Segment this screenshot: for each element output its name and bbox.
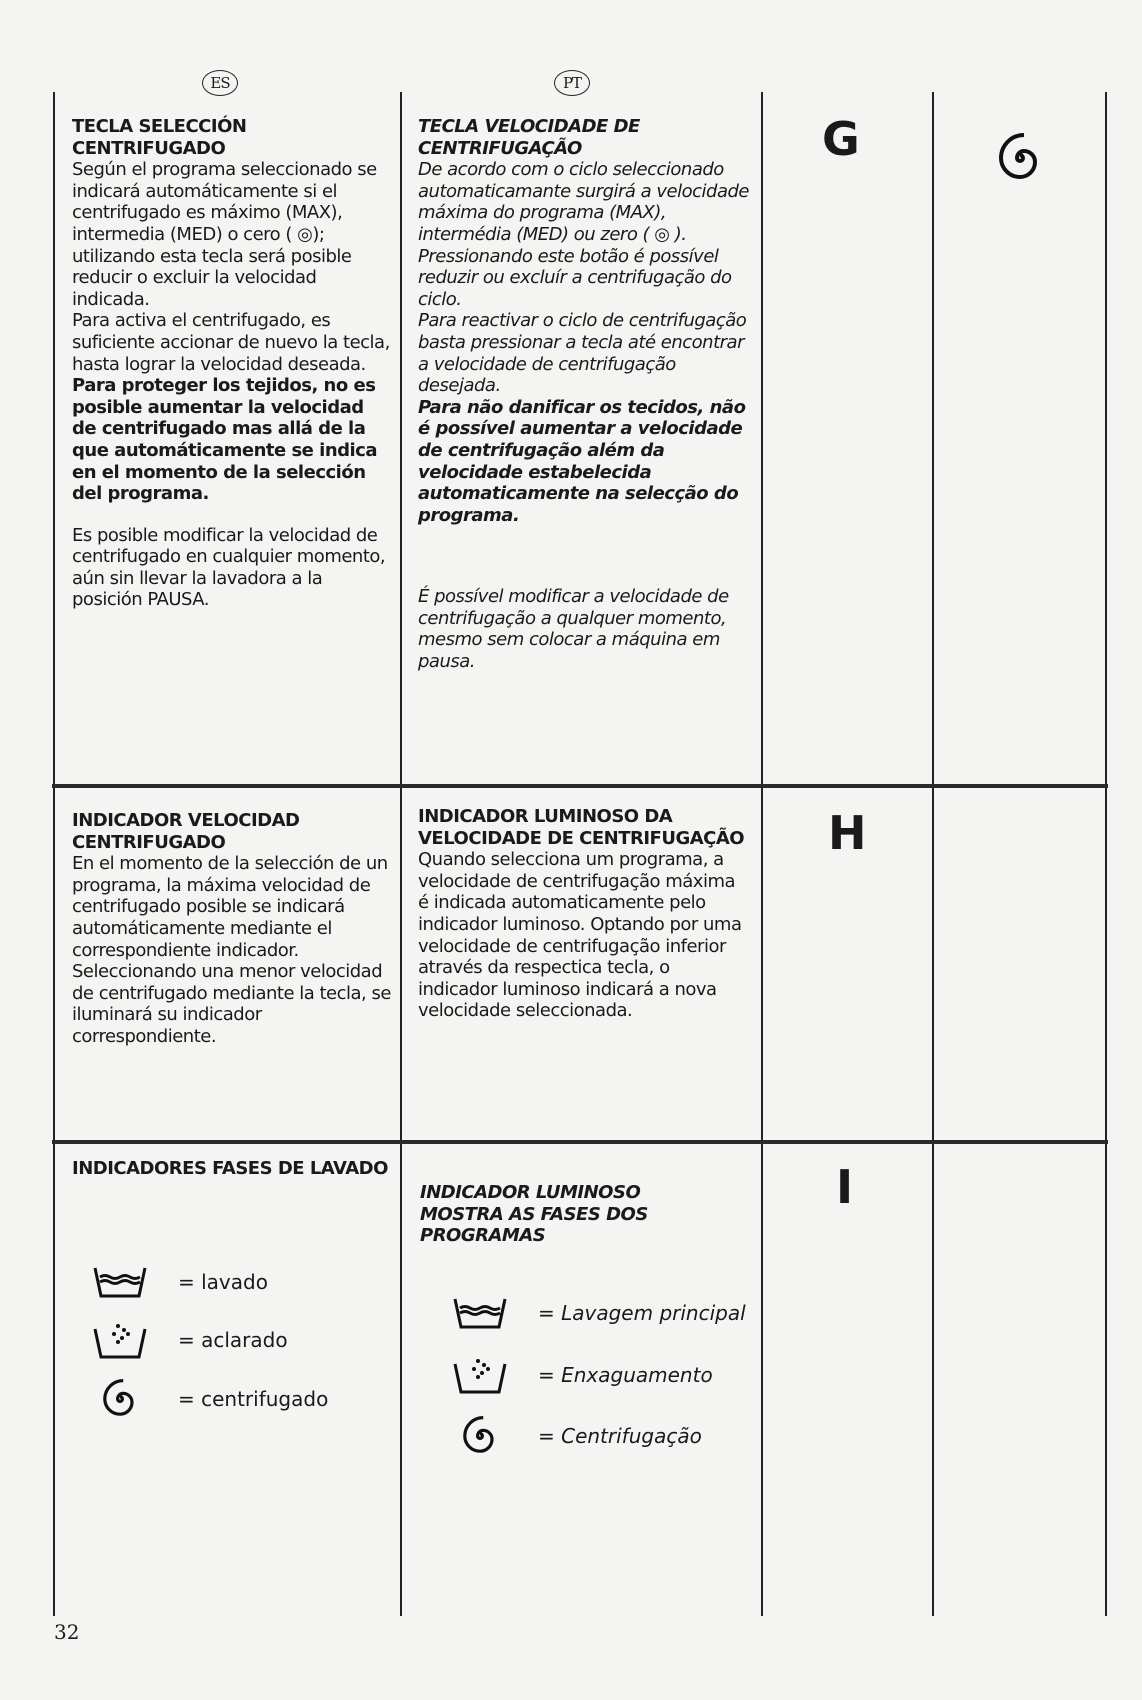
column-divider	[400, 92, 402, 1616]
section-body: Quando selecciona um programa, a velocidade de centrifugação máxima é indicada automaticamente pelo indicador luminoso. Optando por uma velocidade de centrifugação inferior através da respectica tecla, o indicador luminoso indicará a nova velocidade seleccionada.	[418, 849, 742, 1022]
column-divider	[53, 92, 55, 1616]
section-title: TECLA SELECCIÓN CENTRIFUGADO	[72, 116, 247, 159]
section-warning: Para não danificar os tecidos, não é possível aumentar a velocidade de centrifugação além da velocidade estabelecida automaticamente na selecção do programa.	[418, 396, 746, 526]
rinse-icon	[92, 1320, 148, 1360]
row-divider	[52, 784, 1108, 788]
section-body: Pressionando este botão é possível reduzir ou excluír a centrifugação do ciclo.	[418, 245, 732, 310]
section-title: INDICADORES FASES DE LAVADO	[72, 1158, 388, 1179]
section-letter-h: H	[828, 806, 867, 860]
legend-wash-pt	[452, 1296, 746, 1330]
wash-tub-icon	[92, 1265, 148, 1299]
legend-label: = Centrifugação	[538, 1424, 702, 1448]
wash-tub-icon	[452, 1296, 508, 1330]
rinse-icon	[452, 1355, 508, 1395]
section-note: É possível modificar a velocidade de centrifugação a qualquer momento, mesmo sem colocar a máquina em pausa.	[418, 586, 729, 673]
section-title: INDICADOR LUMINOSO MOSTRA AS FASES DOS PROGRAMAS	[420, 1182, 648, 1247]
pt-section-h	[418, 806, 748, 1022]
section-body: De acordo com o ciclo seleccionado automaticamante surgirá a velocidade máxima do programa (MAX), intermédia (MED) ou zero ( ◎ ).	[418, 159, 749, 245]
section-title: TECLA VELOCIDADE DE CENTRIFUGAÇÃO	[418, 116, 640, 159]
language-badge-pt: PT	[554, 70, 590, 96]
legend-rinse	[92, 1320, 288, 1360]
pt-section-i	[420, 1182, 720, 1247]
legend-label: = aclarado	[178, 1328, 288, 1352]
legend-label: = lavado	[178, 1270, 268, 1294]
legend-wash	[92, 1265, 268, 1299]
legend-spin-pt	[456, 1412, 702, 1460]
section-title: INDICADOR LUMINOSO DA VELOCIDADE DE CENTRIFUGAÇÃO	[418, 806, 745, 849]
row-divider	[52, 1140, 1108, 1144]
es-section-i	[72, 1158, 392, 1180]
page-number: 32	[54, 1620, 80, 1644]
section-letter-i: I	[836, 1160, 854, 1214]
section-body: En el momento de la selección de un programa, la máxima velocidad de centrifugado posible se indicará automáticamente mediante el correspondiente indicador. Seleccionando una menor velocidad de centrifugado mediante la tecla, se iluminará su indicador correspondiente.	[72, 853, 391, 1047]
section-letter-g: G	[822, 112, 860, 166]
column-divider	[932, 92, 934, 1616]
pt-section-g	[418, 116, 756, 673]
legend-spin	[96, 1375, 328, 1423]
es-section-h	[72, 810, 392, 1048]
column-divider	[1105, 92, 1107, 1616]
legend-label: = centrifugado	[178, 1387, 329, 1411]
section-warning: Para proteger los tejidos, no es posible aumentar la velocidad de centrifugado mas allá de la que automáticamente se indica en el momento de la selección del programa.	[72, 375, 377, 505]
spin-icon	[990, 128, 1050, 188]
spin-icon	[456, 1412, 504, 1460]
section-body: Según el programa seleccionado se indicará automáticamente si el centrifugado es máximo (MAX), intermedia (MED) o cero ( ◎); utilizando esta tecla será posible reducir o excluir la velocidad indicada.	[72, 159, 377, 310]
section-body: Para reactivar o ciclo de centrifugação basta pressionar a tecla até encontrar a velocidade de centrifugação desejada.	[418, 310, 747, 397]
legend-label: = Lavagem principal	[538, 1301, 746, 1325]
legend-label: = Enxaguamento	[538, 1363, 713, 1387]
section-title: INDICADOR VELOCIDAD CENTRIFUGADO	[72, 810, 300, 853]
section-note: Es posible modificar la velocidad de centrifugado en cualquier momento, aún sin llevar la lavadora a la posición PAUSA.	[72, 524, 386, 611]
spin-icon	[96, 1375, 144, 1423]
language-badge-es: ES	[202, 70, 238, 96]
legend-rinse-pt	[452, 1355, 713, 1395]
column-divider	[761, 92, 763, 1616]
es-section-g	[72, 116, 392, 611]
section-body: Para activa el centrifugado, es suficiente accionar de nuevo la tecla, hasta lograr la velocidad deseada.	[72, 310, 390, 375]
